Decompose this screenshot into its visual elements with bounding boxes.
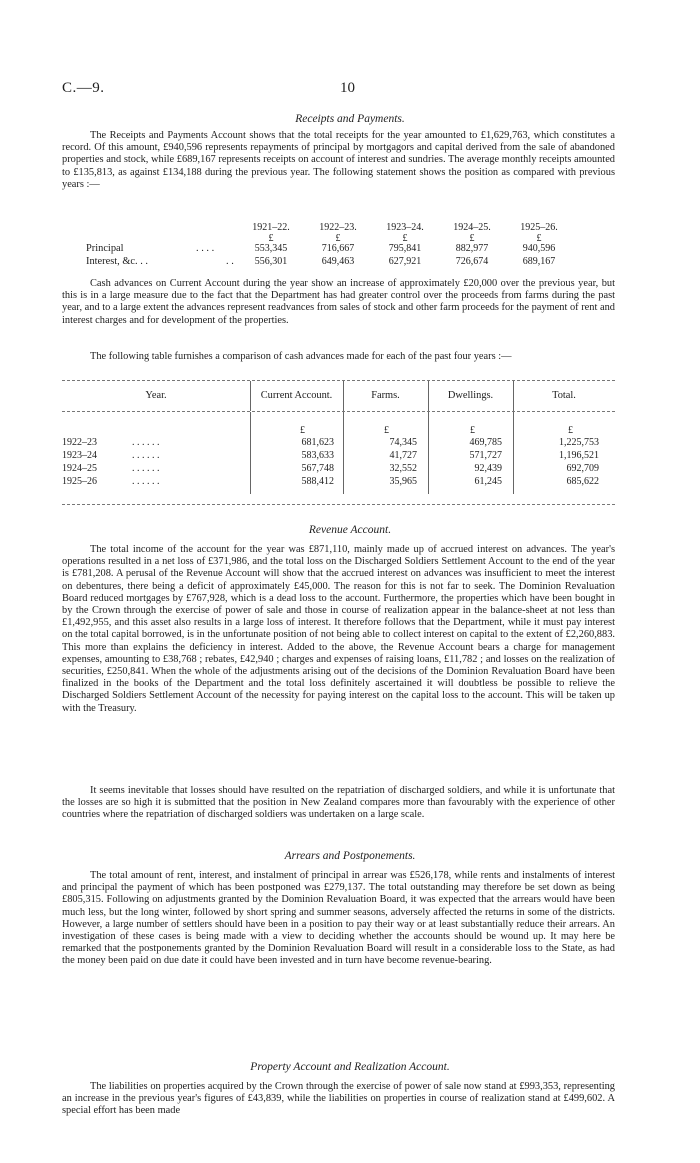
cell-current-account: 681,623 — [301, 437, 334, 448]
summary-cell: 627,921 — [388, 256, 422, 267]
summary-year-header: 1921–22. — [252, 222, 290, 233]
column-header-year: Year. — [145, 390, 167, 401]
unit-symbol: £ — [568, 425, 573, 436]
heading-property-realization: Property Account and Realization Account. — [250, 1061, 450, 1073]
cell-farms: 35,965 — [389, 476, 417, 487]
summary-year-header: 1924–25. — [453, 222, 491, 233]
table-top-rule — [62, 380, 615, 381]
cell-dwellings: 469,785 — [469, 437, 502, 448]
heading-revenue-account: Revenue Account. — [308, 524, 392, 536]
summary-cell: 649,463 — [321, 256, 355, 267]
summary-unit: £ — [335, 233, 341, 244]
cell-leader: . . . . . . — [132, 476, 160, 487]
paragraph-receipts-2: Cash advances on Current Account during the year show an increase of approximately £20,000 over the previous year, but this is in a large measure due to the fact that the Department has had greater control over the proceeds from farms during the past year, and to a large extent the advances represent readvances from sales of stock and other farm proceeds for the payment of rent and interest charges and for development of the properties. — [62, 278, 615, 326]
cell-current-account: 567,748 — [301, 463, 334, 474]
paragraph-property-1: The liabilities on properties acquired by the Crown through the exercise of power of sale now stand at £993,353, representing an increase in the previous year's figures of £43,839, while the liabilities on properties in course of realization stand at £499,602. A special effort has been made — [62, 1081, 615, 1117]
column-header-farms: Farms. — [371, 390, 400, 401]
cell-total: 1,225,753 — [559, 437, 599, 448]
cell-farms: 41,727 — [389, 450, 417, 461]
header-rule — [62, 411, 615, 412]
cell-leader: . . . . . . — [132, 437, 160, 448]
cell-year: 1925–26 — [62, 476, 97, 487]
unit-symbol: £ — [300, 425, 305, 436]
summary-unit: £ — [469, 233, 475, 244]
summary-cell: 553,345 — [254, 243, 288, 254]
summary-cell: 689,167 — [522, 256, 556, 267]
page-number: 10 — [340, 80, 355, 96]
heading-arrears-postponements: Arrears and Postponements. — [284, 850, 416, 862]
column-header-dwellings: Dwellings. — [447, 390, 494, 401]
summary-year-header: 1923–24. — [386, 222, 424, 233]
unit-symbol: £ — [384, 425, 389, 436]
summary-cell: 882,977 — [455, 243, 489, 254]
summary-unit: £ — [536, 233, 542, 244]
cell-current-account: 588,412 — [301, 476, 334, 487]
paragraph-receipts-3: The following table furnishes a comparison of cash advances made for each of the past four years :— — [90, 351, 512, 362]
column-header-current-account: Current Account. — [260, 390, 333, 401]
table-bottom-rule — [62, 504, 615, 505]
document-reference: C.—9. — [62, 80, 105, 96]
cell-total: 692,709 — [566, 463, 599, 474]
summary-unit: £ — [402, 233, 408, 244]
paragraph-arrears-1: The total amount of rent, interest, and instalment of principal in arrear was £526,178, while rents and instalments of interest and principal the payment of which has been postponed was £279,137. The total outstanding may therefore be set down as being £805,315. Following on adjustments granted by the Dominion Revaluation Board, it was expected that the arrears would have been much less, but the long winter, followed by short spring and summer seasons, adversely affected the returns in some of the districts. However, a large number of settlers should have been in a position to pay their way or at least substantially reduce their arrears. An investigation of these cases is being made with a view to deciding whether the accounts should be wound up. It may here be remarked that the postponements granted by the Dominion Revaluation Board will result in a considerable loss to the State, as had the money been paid on due date it could have been invested and in turn have become revenue-bearing. — [62, 870, 615, 967]
cell-leader: . . . . . . — [132, 463, 160, 474]
summary-unit: £ — [268, 233, 274, 244]
summary-cell: 716,667 — [321, 243, 355, 254]
summary-cell: 556,301 — [254, 256, 288, 267]
heading-receipts-payments: Receipts and Payments. — [295, 113, 405, 125]
summary-cell: 940,596 — [522, 243, 556, 254]
summary-row-label: Interest, &c. . . — [86, 256, 149, 267]
summary-row-leader: . . — [226, 256, 234, 267]
paragraph-receipts-1: The Receipts and Payments Account shows that the total receipts for the year amounted to £1,629,763, which constitutes a record. Of this amount, £940,596 represents repayments of principal by mortgagors and capital derived from the sale of abandoned properties and stock, while £689,167 represents receipts on account of interest and sundries. The average monthly receipts amounted to £135,813, as against £134,188 during the previous year. The following statement shows the position as compared with previous years :— — [62, 130, 615, 190]
paragraph-revenue-1: The total income of the account for the year was £871,110, mainly made up of accrued interest on advances. The year's operations resulted in a net loss of £371,986, and the total loss on the Discharged Soldiers Settlement Account to the end of the year is £781,208. A perusal of the Revenue Account will show that the accrued interest on advances was insufficient to meet the interest on debentures, there being a deficit of approximately £45,000. The reason for this is not far to seek. The Dominion Revaluation Board reduced mortgages by £767,928, which is a dead loss to the account. Furthermore, the properties which have been bought in by the Crown through the exercise of power of sale and those in course of realization appear in the balance-sheet at not less than £1,492,955, and this asset also results in a large loss of interest. It therefore follows that the Department, while it must pay interest on the total capital borrowed, is in the unfortunate position of not being able to collect interest on capital to the extent of £2,260,883. This more than explains the deficiency in interest. Added to the above, the Revenue Account bears a charge for management expenses, amounting to £38,768 ; rebates, £42,940 ; charges and expenses of raising loans, £11,782 ; and losses on the realization of securities, £250,841. When the whole of the adjustments arising out of the decisions of the Dominion Revaluation Board have been finalized in the books of the Department and the total loss definitely ascertained it will doubtless be possible to relieve the Discharged Soldiers Settlement Account of the necessity for paying interest on the capital loss to the account. This will be taken up with the Treasury. — [62, 544, 615, 714]
cell-farms: 32,552 — [389, 463, 417, 474]
cell-year: 1922–23 — [62, 437, 97, 448]
column-header-total: Total. — [552, 390, 576, 401]
cell-current-account: 583,633 — [301, 450, 334, 461]
summary-row-label: Principal — [86, 243, 124, 254]
cell-farms: 74,345 — [389, 437, 417, 448]
cell-total: 1,196,521 — [559, 450, 599, 461]
cell-leader: . . . . . . — [132, 450, 160, 461]
unit-symbol: £ — [470, 425, 475, 436]
summary-year-header: 1922–23. — [319, 222, 357, 233]
summary-row-leader: . . . . — [196, 243, 215, 254]
cell-total: 685,622 — [566, 476, 599, 487]
summary-cell: 726,674 — [455, 256, 489, 267]
summary-year-header: 1925–26. — [520, 222, 558, 233]
cell-dwellings: 61,245 — [474, 476, 502, 487]
cell-year: 1923–24 — [62, 450, 97, 461]
summary-cell: 795,841 — [388, 243, 422, 254]
cell-year: 1924–25 — [62, 463, 97, 474]
cell-dwellings: 92,439 — [474, 463, 502, 474]
cell-dwellings: 571,727 — [469, 450, 502, 461]
paragraph-revenue-2: It seems inevitable that losses should have resulted on the repatriation of discharged soldiers, and while it is unfortunate that the losses are so high it is submitted that the position in New Zealand compares more than favourably with the experience of other countries where the repatriation of discharged soldiers was undertaken on a large scale. — [62, 785, 615, 821]
